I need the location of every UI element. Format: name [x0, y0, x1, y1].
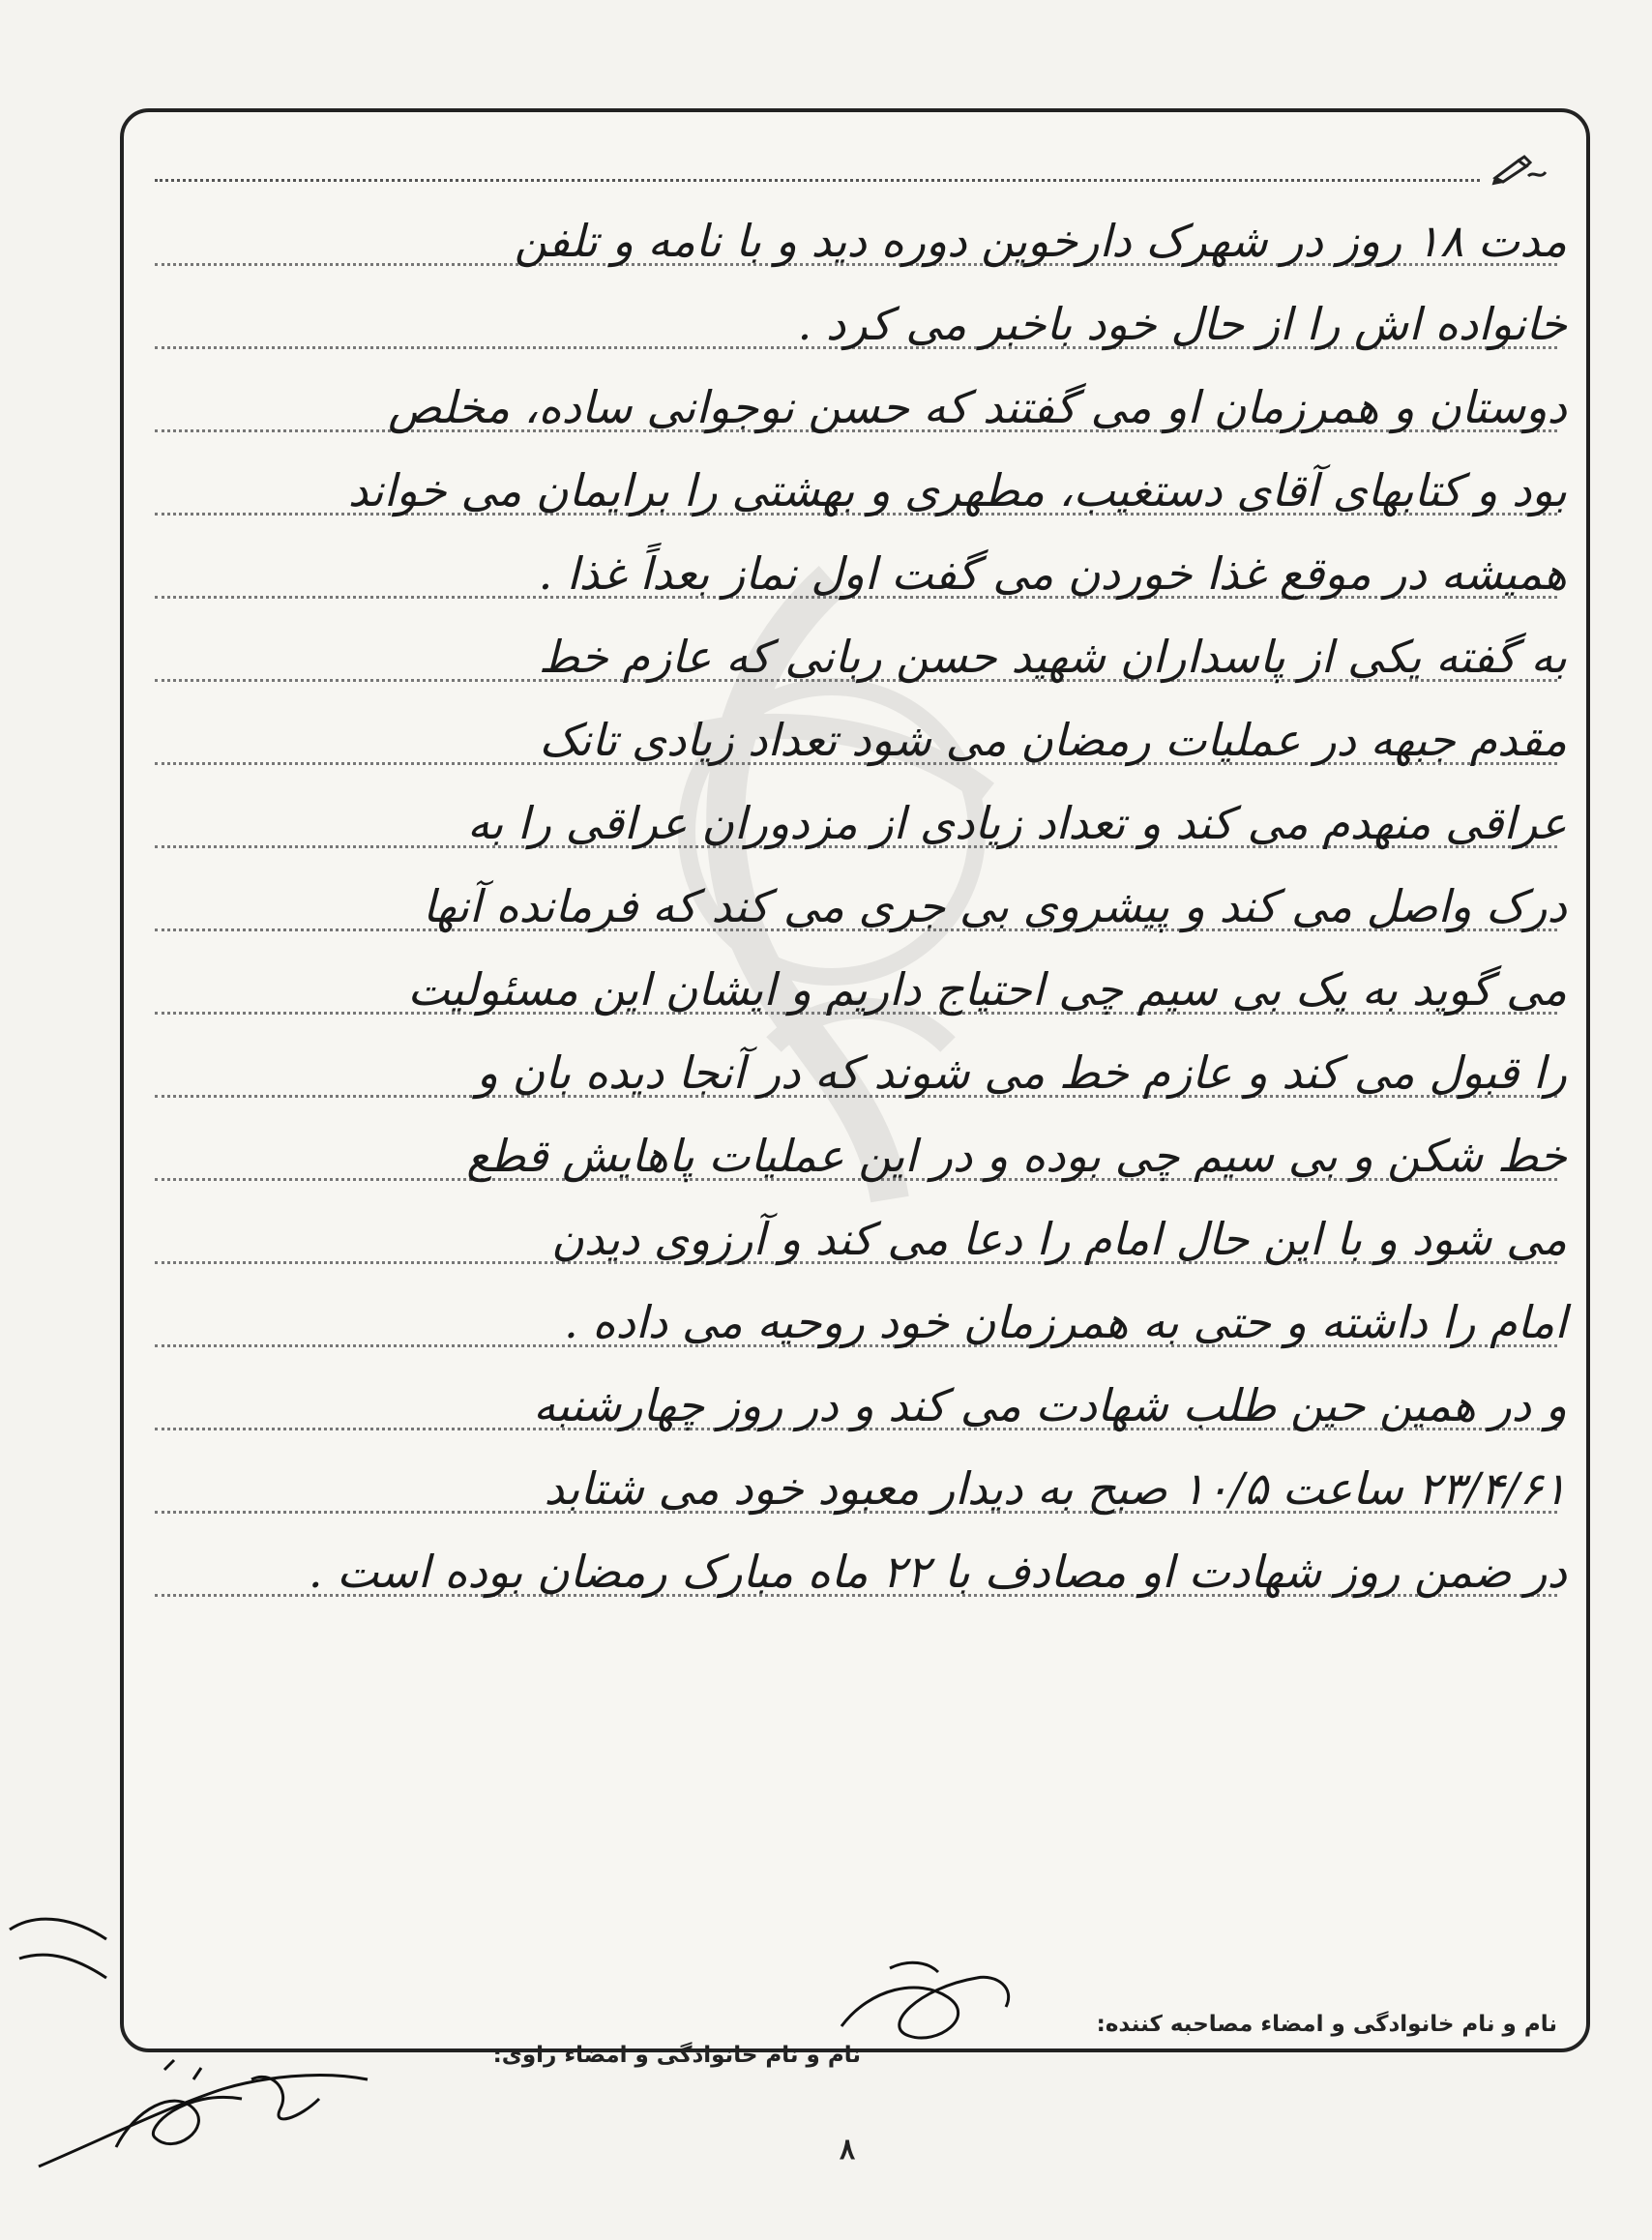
handwritten-line: خط شکن و بی سیم چی بوده و در این عملیات پاهایش قطع [466, 1130, 1567, 1182]
text-line [145, 198, 1567, 281]
text-line [145, 781, 1567, 864]
text-line [145, 1196, 1567, 1280]
pen-writing-icon [1490, 153, 1548, 188]
text-line [145, 365, 1567, 448]
text-line [145, 614, 1567, 697]
header-dotted-line [155, 179, 1480, 182]
narrator-signature-label: نام و نام خانوادگی و امضاء راوی: [492, 2043, 861, 2068]
handwritten-text-block [145, 198, 1567, 1612]
narrator-signature [29, 2050, 377, 2186]
handwritten-line: عراقی منهدم می کند و تعداد زیادی از مزدوران عراقی را به [466, 797, 1567, 849]
text-line [145, 1030, 1567, 1113]
text-line [145, 1529, 1567, 1612]
handwritten-line: مقدم جبهه در عملیات رمضان می شود تعداد زیادی تانک [539, 714, 1567, 766]
text-line [145, 1446, 1567, 1529]
text-line [145, 281, 1567, 365]
text-line [145, 947, 1567, 1030]
handwritten-line: به گفته یکی از پاسداران شهید حسن ربانی که عازم خط [538, 631, 1567, 683]
handwritten-line: بود و کتابهای آقای دستغیب، مطهری و بهشتی را برایمان می خواند [347, 464, 1567, 516]
text-line [145, 1280, 1567, 1363]
handwritten-line: در ضمن روز شهادت او مصادف با ۲۲ ماه مبارک رمضان بوده است . [308, 1546, 1567, 1598]
text-line [145, 1113, 1567, 1196]
header-row [155, 153, 1548, 188]
handwritten-line: مدت ۱۸ روز در شهرک دارخوین دوره دید و با نامه و تلفن [514, 215, 1567, 267]
text-line [145, 697, 1567, 781]
interviewer-signature [832, 1949, 1025, 2055]
text-line [145, 1363, 1567, 1446]
text-line [145, 531, 1567, 614]
handwritten-line: درک واصل می کند و پیشروی بی جری می کند که فرمانده آنها [423, 880, 1567, 932]
page-number: ۸ [840, 2133, 856, 2166]
handwritten-line: خانواده اش را از حال خود باخبر می کرد . [797, 298, 1567, 350]
handwritten-line: و در همین حین طلب شهادت می کند و در روز چهارشنبه [533, 1379, 1567, 1431]
handwritten-line: می شود و با این حال امام را دعا می کند و آرزوی دیدن [551, 1213, 1567, 1265]
handwritten-line: را قبول می کند و عازم خط می شوند که در آنجا دیده بان و [476, 1046, 1567, 1099]
text-line [145, 864, 1567, 947]
handwritten-line: همیشه در موقع غذا خوردن می گفت اول نماز بعداً غذا . [538, 547, 1567, 600]
handwritten-line: دوستان و همرزمان او می گفتند که حسن نوجوانی ساده، مخلص [388, 381, 1567, 433]
handwritten-line: ۲۳/۴/۶۱ ساعت ۱۰/۵ صبح به دیدار معبود خود می شتابد [544, 1462, 1567, 1515]
margin-ink-mark [0, 1891, 116, 2007]
handwritten-line: امام را داشته و حتی به همرزمان خود روحیه می داده . [564, 1296, 1567, 1348]
text-line [145, 448, 1567, 531]
interviewer-signature-label: نام و نام خانوادگی و امضاء مصاحبه کننده: [1096, 2012, 1557, 2037]
handwritten-line: می گوید به یک بی سیم چی احتیاج داریم و ایشان این مسئولیت [407, 963, 1567, 1016]
